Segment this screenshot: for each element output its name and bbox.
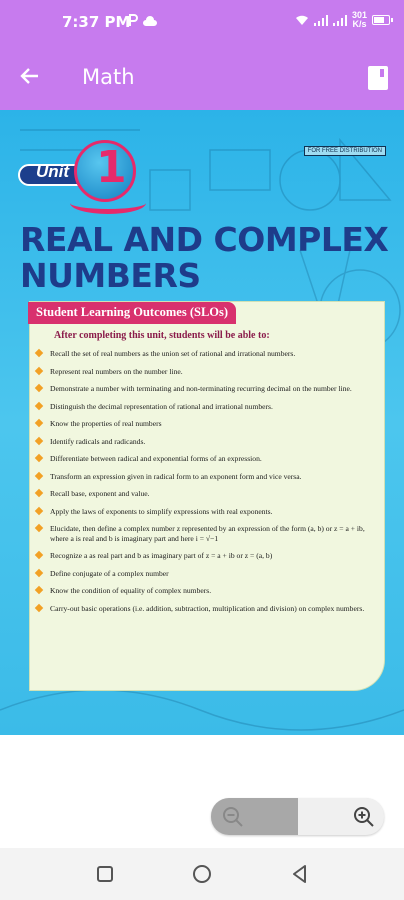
bullet-icon: [35, 603, 43, 611]
chapter-title-line2: NUMBERS: [20, 256, 201, 295]
slo-text: Carry-out basic operations (i.e. addition, subtraction, multiplication and division) on complex numbers.: [50, 603, 365, 613]
back-triangle-icon: [288, 862, 312, 886]
zoom-control: [211, 798, 384, 835]
slo-text: Transform an expression given in radical form to an exponent form and vice versa.: [50, 471, 302, 481]
bullet-icon: [35, 489, 43, 497]
slo-list: [36, 349, 378, 621]
bullet-icon: [35, 551, 43, 559]
wifi-icon: [295, 15, 309, 26]
status-notification-icons: [128, 14, 158, 30]
bullet-icon: [35, 349, 43, 357]
bullet-icon: [35, 401, 43, 409]
signal-icon: [314, 15, 328, 26]
zoom-out-icon: [221, 805, 245, 829]
slo-text: Know the condition of equality of complex numbers.: [50, 586, 212, 595]
network-speed: [352, 11, 367, 29]
home-button[interactable]: [190, 862, 214, 886]
signal-icon: [333, 15, 347, 26]
slo-item: [36, 419, 378, 429]
speed-unit: K/s: [352, 19, 367, 29]
status-system-icons: [295, 11, 390, 29]
slo-text: Identify radicals and radicands.: [50, 436, 146, 446]
bullet-icon: [35, 384, 43, 392]
chapter-title: [20, 222, 388, 294]
slo-item: [36, 604, 378, 614]
p-icon: [128, 14, 138, 27]
status-time: 7:37 PM: [62, 13, 131, 31]
speed-value: 301: [351, 10, 367, 20]
bullet-icon: [35, 506, 43, 514]
status-bar: [0, 0, 404, 46]
bullet-icon: [35, 419, 43, 427]
slo-header: Student Learning Outcomes (SLOs): [28, 302, 236, 324]
slo-box: [30, 302, 384, 690]
slo-text: Demonstrate a number with terminating and non-terminating recurring decimal on the number line.: [50, 384, 352, 393]
unit-number: 1: [96, 142, 127, 193]
arrow-left-icon: [18, 64, 42, 88]
slo-text: Elucidate, then define a complex number z represented by an expression of the form (a, b) or z = a + ib, where a is real and b is imaginary part and here i = √−1: [50, 524, 365, 543]
home-icon: [190, 862, 214, 886]
slo-text: Represent real numbers on the number line.: [50, 366, 183, 376]
slo-item: [36, 349, 378, 359]
slo-item: [36, 437, 378, 447]
bullet-icon: [35, 454, 43, 462]
slo-text: Recall the set of real numbers as the union set of rational and irrational numbers.: [50, 349, 296, 358]
back-button[interactable]: [18, 64, 46, 92]
slo-item: [36, 586, 378, 596]
chapter-title-line1: REAL AND COMPLEX: [20, 220, 389, 259]
bullet-icon: [35, 586, 43, 594]
bullet-icon: [35, 366, 43, 374]
slo-item: [36, 384, 378, 394]
bullet-icon: [35, 568, 43, 576]
slo-text: Recognize a as real part and b as imaginary part of z = a + ib or z = (a, b): [50, 551, 273, 560]
slo-text: Apply the laws of exponents to simplify expressions with real exponents.: [50, 506, 273, 516]
slo-item: [36, 569, 378, 579]
slo-text: Know the properties of real numbers: [50, 419, 162, 428]
system-nav-bar: [0, 848, 404, 900]
slo-text: Distinguish the decimal representation of rational and irrational numbers.: [50, 401, 273, 411]
app-bar: [0, 46, 404, 110]
slo-item: [36, 507, 378, 517]
slo-intro: After completing this unit, students will be able to:: [54, 330, 270, 341]
app-title: Math: [82, 65, 135, 89]
zoom-in-button[interactable]: [298, 798, 384, 835]
zoom-in-icon: [352, 805, 376, 829]
recent-apps-button[interactable]: [93, 862, 117, 886]
slo-text: Differentiate between radical and exponential forms of an expression.: [50, 454, 262, 463]
bookmark-book-icon[interactable]: [368, 66, 388, 90]
bullet-icon: [35, 436, 43, 444]
book-page: [0, 110, 404, 735]
slo-item: [36, 367, 378, 377]
slo-item: [36, 472, 378, 482]
slo-text: Recall base, exponent and value.: [50, 489, 150, 498]
free-distribution-label: FOR FREE DISTRIBUTION: [304, 146, 386, 156]
slo-item: [36, 551, 378, 561]
battery-icon: [372, 15, 390, 25]
back-nav-button[interactable]: [288, 862, 312, 886]
unit-swoosh: [70, 192, 146, 214]
recent-apps-icon: [93, 862, 117, 886]
cloud-icon: [142, 16, 158, 27]
bullet-icon: [35, 524, 43, 532]
unit-label: Unit: [36, 162, 70, 181]
slo-text: Define conjugate of a complex number: [50, 568, 169, 578]
zoom-out-button[interactable]: [211, 798, 298, 835]
slo-item: [36, 454, 378, 464]
bullet-icon: [35, 471, 43, 479]
slo-item: [36, 524, 378, 543]
slo-item: [36, 402, 378, 412]
slo-item: [36, 489, 378, 499]
